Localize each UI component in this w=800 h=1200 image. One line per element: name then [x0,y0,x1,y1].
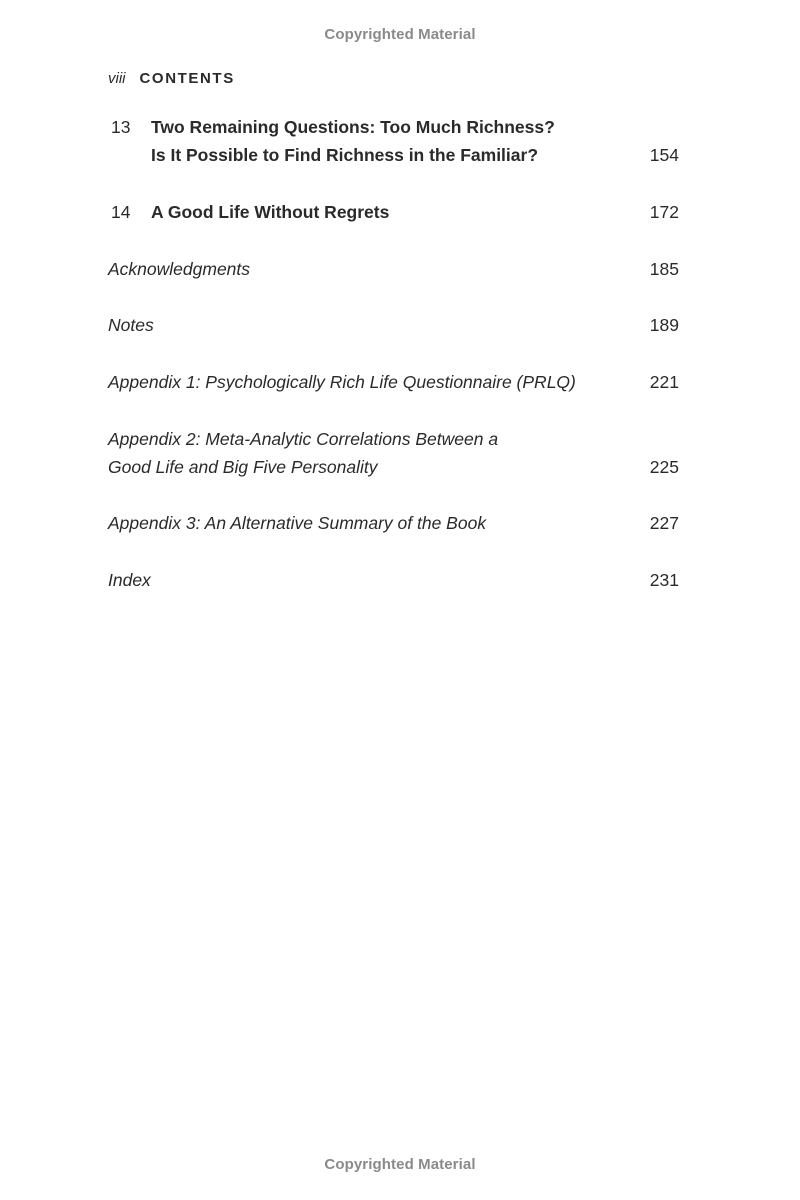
back-matter-page-number: 227 [649,513,679,533]
back-matter-title: Acknowledgments [108,259,251,279]
chapter-number: 14 [111,202,131,222]
copyright-watermark-top: Copyrighted Material [324,26,476,43]
back-matter-page-number: 185 [649,259,679,279]
chapter-title-line: A Good Life Without Regrets [151,202,390,222]
chapter-title-line: Two Remaining Questions: Too Much Richness? [151,117,555,137]
back-matter-title-line: Appendix 2: Meta-Analytic Correlations Between a [108,429,499,449]
back-matter-title: Notes [108,315,154,335]
chapter-page-number: 154 [649,145,679,165]
back-matter-page-number: 231 [649,570,679,590]
chapter-number: 13 [111,117,131,137]
running-head [108,70,235,87]
running-head-title: CONTENTS [139,70,235,87]
chapter-page-number: 172 [649,202,679,222]
page-folio: viii [108,70,126,87]
copyright-watermark-bottom: Copyrighted Material [324,1156,476,1173]
back-matter-title-line: Good Life and Big Five Personality [108,457,378,477]
back-matter-page-number: 221 [649,372,679,392]
back-matter-page-number: 225 [649,457,679,477]
back-matter-title: Index [108,570,151,590]
back-matter-title: Appendix 1: Psychologically Rich Life Questionnaire (PRLQ) [108,372,576,392]
back-matter-title: Appendix 3: An Alternative Summary of the Book [108,513,487,533]
chapter-title-line: Is It Possible to Find Richness in the Familiar? [151,145,539,165]
back-matter-page-number: 189 [649,315,679,335]
